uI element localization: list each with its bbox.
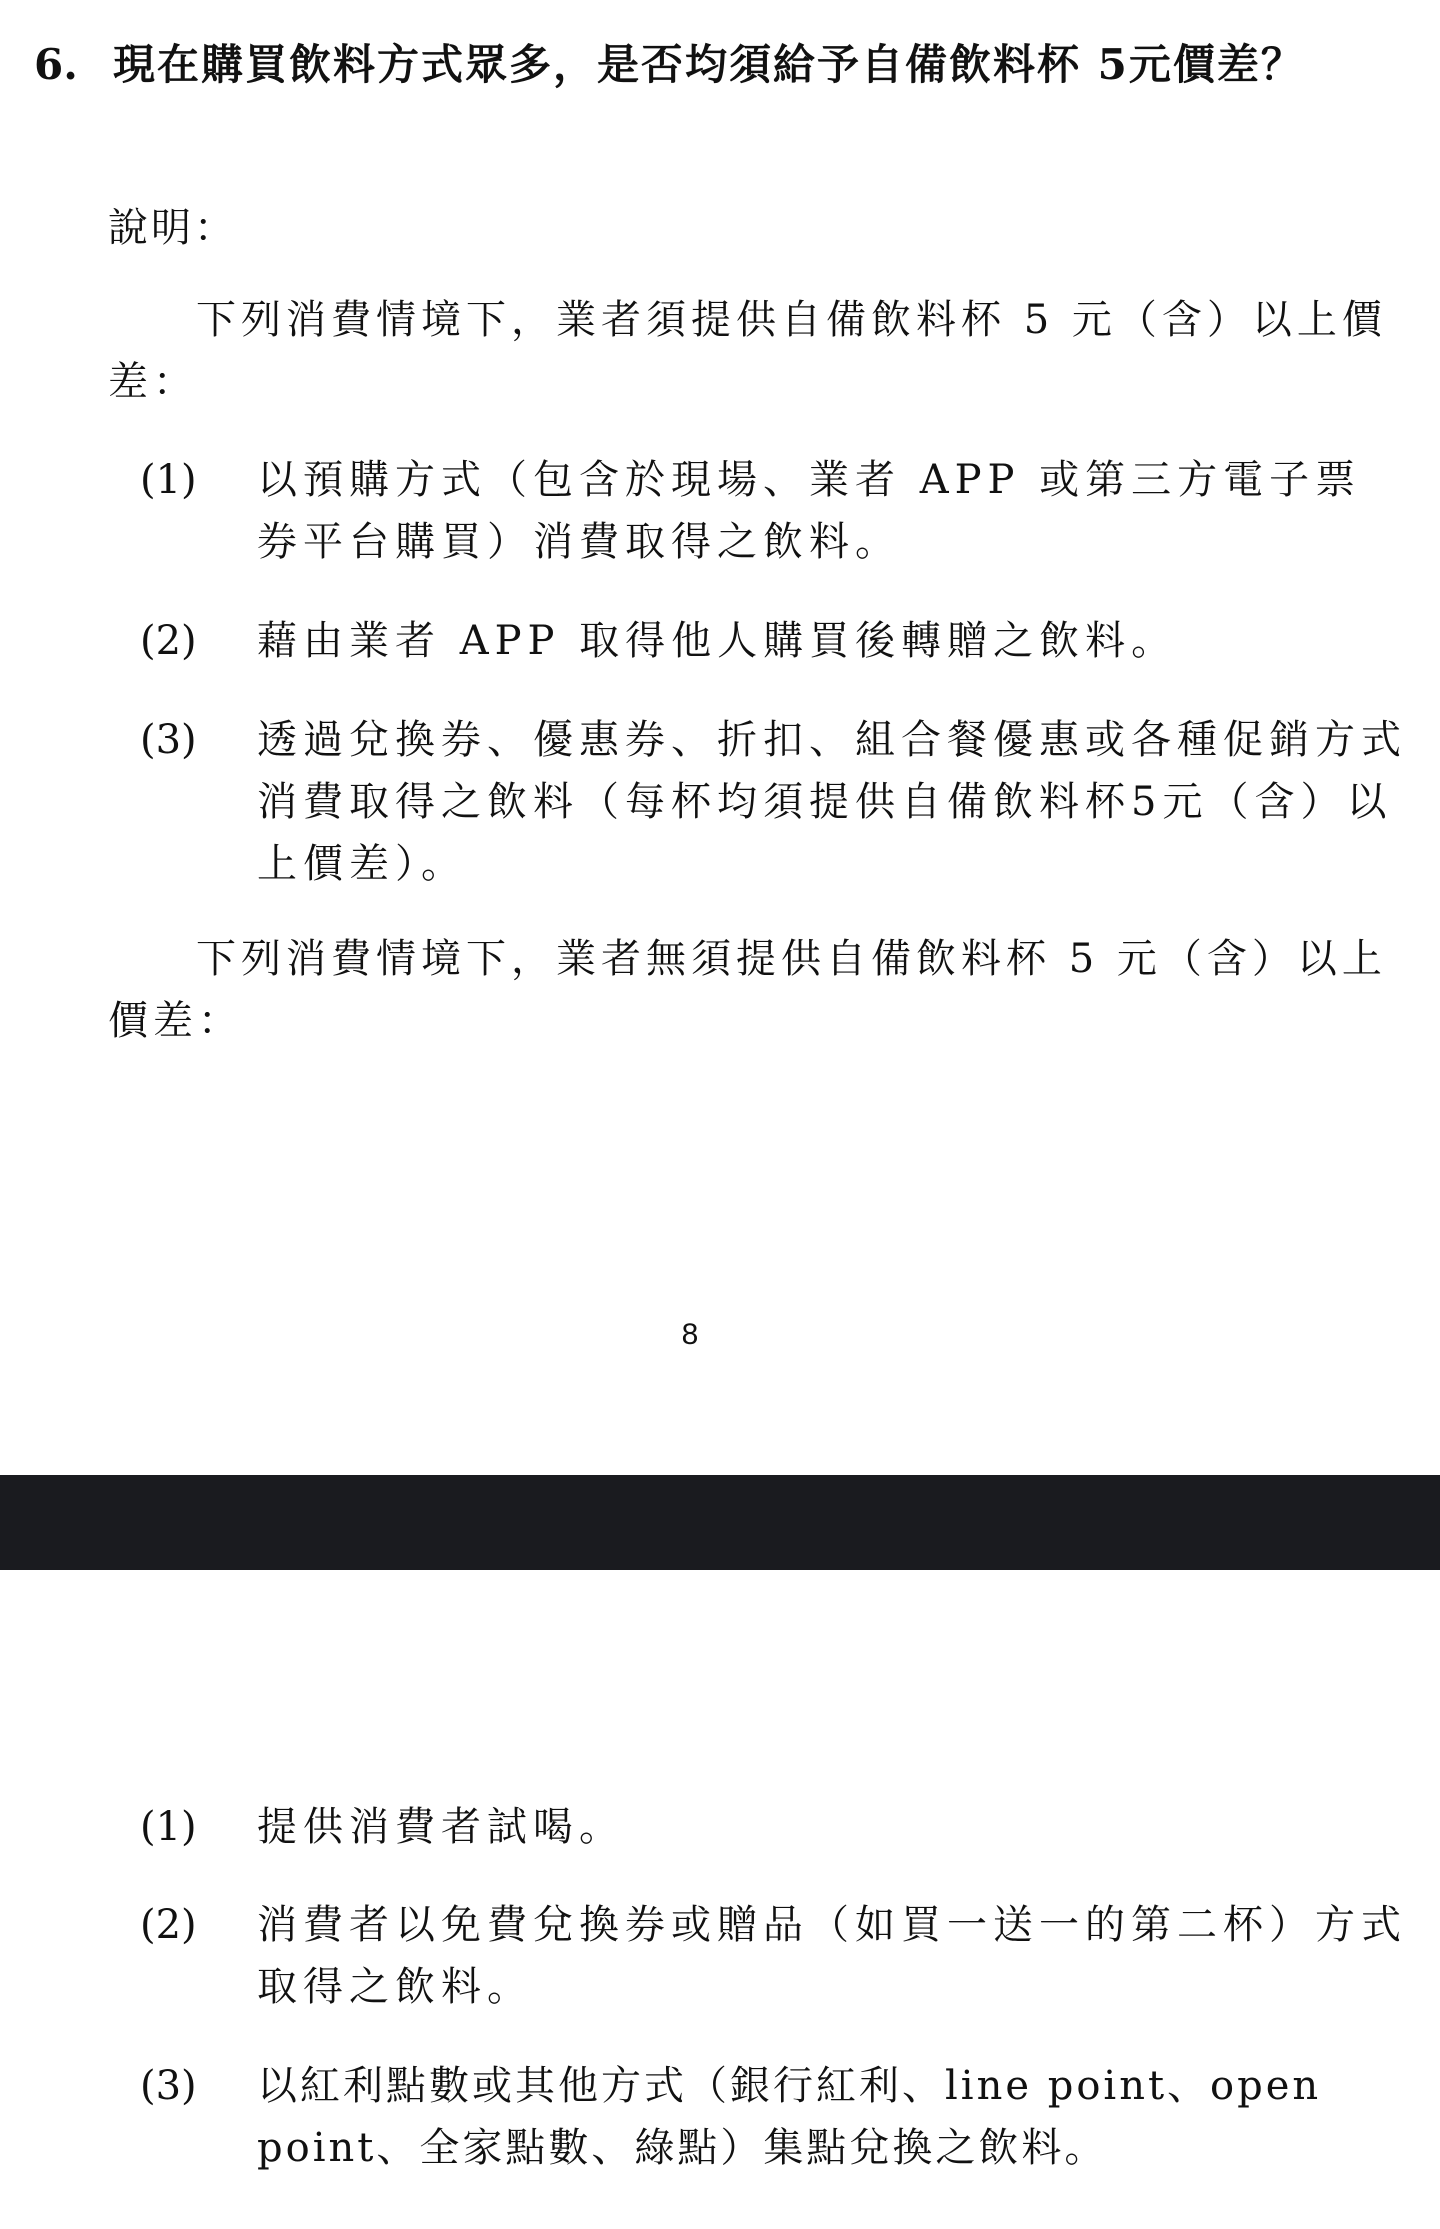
item-number: (3) (140, 717, 197, 763)
item-number: (1) (140, 457, 197, 503)
item-number: (2) (140, 1902, 197, 1948)
page-divider (0, 1475, 1440, 1570)
question-text: 現在購買飲料方式眾多，是否均須給予自備飲料杯 5元價差？ (113, 40, 1305, 89)
item-number: (2) (140, 618, 197, 664)
item-text: 透過兌換券、優惠券、折扣、組合餐優惠或各種促銷方式消費取得之飲料（每杯均須提供自備飲料杯5元（含）以上價差）。 (257, 717, 1407, 887)
item-number: (3) (140, 2063, 197, 2109)
page-number: 8 (681, 1318, 699, 1351)
item-text: 藉由業者 APP 取得他人購買後轉贈之飲料。 (257, 618, 1178, 664)
explanation-heading: 說明： (108, 205, 237, 251)
item-text: 以紅利點數或其他方式（銀行紅利、line point、open point、全家點數、綠點）集點兌換之飲料。 (257, 2063, 1322, 2171)
required-intro-paragraph: 下列消費情境下，業者須提供自備飲料杯 5 元（含）以上價差： (108, 297, 1387, 405)
item-number: (1) (140, 1804, 197, 1850)
document-page-bottom (0, 1570, 1440, 2229)
item-text: 消費者以免費兌換券或贈品（如買一送一的第二杯）方式取得之飲料。 (257, 1902, 1407, 2010)
not-required-intro-paragraph: 下列消費情境下，業者無須提供自備飲料杯 5 元（含）以上價差： (108, 936, 1387, 1044)
question-number: 6. (34, 40, 78, 89)
item-text: 提供消費者試喝。 (257, 1804, 625, 1850)
item-text: 以預購方式（包含於現場、業者 APP 或第三方電子票券平台購買）消費取得之飲料。 (257, 457, 1362, 565)
